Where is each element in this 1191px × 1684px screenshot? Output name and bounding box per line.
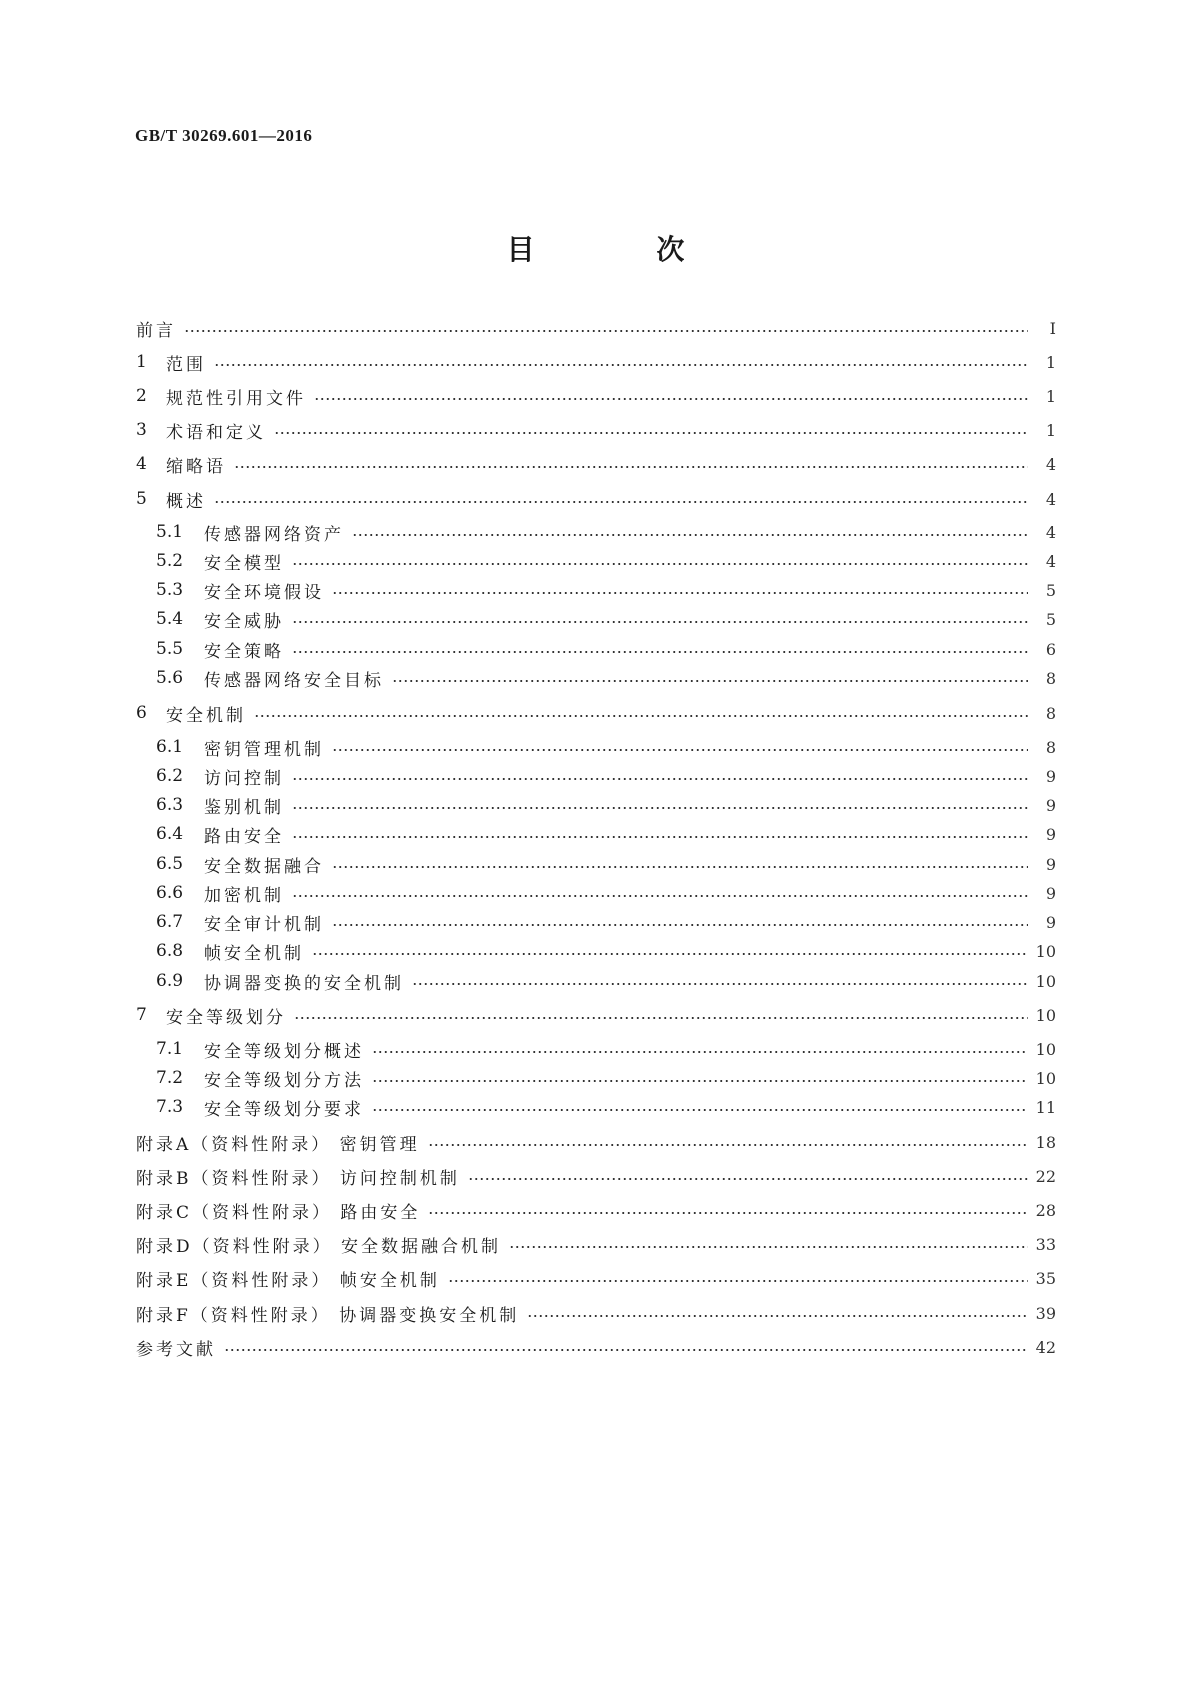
toc-leader-dots — [428, 1212, 1028, 1214]
toc-entry[interactable] — [156, 881, 1056, 905]
toc-entry-number: 5.6 — [156, 668, 184, 688]
toc-entry-page: 39 — [1035, 1303, 1056, 1323]
toc-entry-label: 安全等级划分方法 — [204, 1070, 364, 1091]
toc-entry-page: 9 — [1045, 824, 1056, 844]
toc-entry-page: 8 — [1045, 703, 1056, 723]
toc-leader-dots — [372, 1109, 1028, 1111]
toc-entry-label: 附录D（资料性附录） 安全数据融合机制 — [136, 1236, 502, 1257]
toc-entry[interactable] — [156, 666, 1056, 690]
toc-entry-number: 5.5 — [156, 639, 184, 659]
toc-entry-number: 6.7 — [156, 912, 184, 932]
toc-entry[interactable] — [156, 549, 1056, 573]
toc-entry-page: 4 — [1045, 489, 1056, 509]
toc-leader-dots — [292, 621, 1028, 623]
toc-entry-label: 缩略语 — [166, 456, 226, 477]
toc-entry[interactable] — [156, 969, 1056, 993]
toc-entry[interactable] — [136, 350, 1056, 374]
toc-leader-dots — [527, 1315, 1028, 1317]
toc-leader-dots — [314, 398, 1028, 400]
toc-entry-page: 10 — [1035, 1039, 1056, 1059]
toc-entry[interactable] — [156, 852, 1056, 876]
toc-entry[interactable] — [136, 1198, 1056, 1222]
toc-entry-label: 附录C（资料性附录） 路由安全 — [136, 1202, 421, 1223]
toc-entry-label: 范围 — [166, 354, 206, 375]
toc-entry-label: 附录F（资料性附录） 协调器变换安全机制 — [136, 1305, 520, 1326]
toc-leader-dots — [509, 1246, 1028, 1248]
toc-leader-dots — [332, 749, 1028, 751]
toc-entry[interactable] — [136, 316, 1056, 340]
toc-entry[interactable] — [156, 910, 1056, 934]
toc-entry-number: 4 — [136, 454, 147, 474]
toc-entry-label: 安全审计机制 — [204, 914, 324, 935]
toc-entry-number: 7 — [136, 1005, 147, 1025]
toc-entry[interactable] — [156, 735, 1056, 759]
toc-leader-dots — [184, 330, 1028, 332]
toc-entry[interactable] — [136, 384, 1056, 408]
toc-entry[interactable] — [136, 487, 1056, 511]
toc-entry-label: 安全威胁 — [204, 611, 284, 632]
toc-entry-label: 安全模型 — [204, 553, 284, 574]
toc-entry-page: 1 — [1045, 386, 1056, 406]
toc-entry-label: 规范性引用文件 — [166, 388, 306, 409]
toc-title: 目 次 — [506, 233, 741, 266]
toc-entry-number: 5.4 — [156, 609, 184, 629]
toc-entry-page: 9 — [1045, 912, 1056, 932]
toc-entry-page: 8 — [1045, 737, 1056, 757]
toc-leader-dots — [274, 432, 1028, 434]
toc-entry[interactable] — [156, 520, 1056, 544]
toc-leader-dots — [292, 836, 1028, 838]
toc-entry-number: 6.6 — [156, 883, 184, 903]
toc-entry-label: 安全数据融合 — [204, 856, 324, 877]
toc-leader-dots — [428, 1144, 1028, 1146]
toc-entry-number: 6.3 — [156, 795, 184, 815]
toc-entry-label: 加密机制 — [204, 885, 284, 906]
toc-entry-page: 1 — [1045, 352, 1056, 372]
toc-entry[interactable] — [136, 418, 1056, 442]
toc-entry-number: 3 — [136, 420, 147, 440]
toc-entry-page: 9 — [1045, 854, 1056, 874]
toc-entry-label: 附录B（资料性附录） 访问控制机制 — [136, 1168, 460, 1189]
toc-entry-page: 22 — [1035, 1166, 1056, 1186]
toc-entry-label: 传感器网络安全目标 — [204, 670, 384, 691]
toc-leader-dots — [224, 1349, 1028, 1351]
toc-leader-dots — [332, 592, 1028, 594]
toc-entry-label: 概述 — [166, 491, 206, 512]
toc-leader-dots — [292, 651, 1028, 653]
toc-entry-number: 7.2 — [156, 1068, 184, 1088]
toc-entry-label: 传感器网络资产 — [204, 524, 344, 545]
toc-entry-label: 附录E（资料性附录） 帧安全机制 — [136, 1270, 440, 1291]
toc-entry-page: 9 — [1045, 883, 1056, 903]
toc-entry-number: 5.3 — [156, 580, 184, 600]
toc-leader-dots — [214, 364, 1028, 366]
toc-entry-label: 术语和定义 — [166, 422, 266, 443]
toc-entry-page: 4 — [1045, 522, 1056, 542]
toc-entry-label: 协调器变换的安全机制 — [204, 973, 404, 994]
toc-entry[interactable] — [156, 939, 1056, 963]
toc-entry[interactable] — [156, 607, 1056, 631]
toc-entry-page: 10 — [1035, 971, 1056, 991]
toc-leader-dots — [372, 1051, 1028, 1053]
toc-entry-page: 10 — [1035, 941, 1056, 961]
toc-leader-dots — [292, 807, 1028, 809]
toc-leader-dots — [448, 1280, 1028, 1282]
toc-leader-dots — [392, 680, 1028, 682]
toc-entry-number: 5 — [136, 489, 147, 509]
toc-entry-number: 6.2 — [156, 766, 184, 786]
toc-entry-page: 5 — [1045, 609, 1056, 629]
toc-entry-number: 1 — [136, 352, 147, 372]
toc-leader-dots — [468, 1178, 1028, 1180]
toc-entry-number: 6.4 — [156, 824, 184, 844]
toc-entry-label: 安全环境假设 — [204, 582, 324, 603]
toc-entry-page: 18 — [1035, 1132, 1056, 1152]
toc-entry[interactable] — [136, 1130, 1056, 1154]
toc-entry-label: 附录A（资料性附录） 密钥管理 — [136, 1134, 420, 1155]
toc-entry-page: 6 — [1045, 639, 1056, 659]
toc-entry[interactable] — [136, 701, 1056, 725]
toc-entry-label: 访问控制 — [204, 768, 284, 789]
toc-entry[interactable] — [156, 822, 1056, 846]
toc-entry-label: 鉴别机制 — [204, 797, 284, 818]
toc-entry-label: 密钥管理机制 — [204, 739, 324, 760]
toc-entry-page: 33 — [1035, 1234, 1056, 1254]
toc-entry-number: 6 — [136, 703, 147, 723]
toc-entry-number: 5.1 — [156, 522, 184, 542]
toc-entry[interactable] — [156, 637, 1056, 661]
toc-leader-dots — [292, 778, 1028, 780]
toc-leader-dots — [214, 501, 1028, 503]
toc-entry-page: 10 — [1035, 1005, 1056, 1025]
toc-entry[interactable] — [156, 764, 1056, 788]
toc-entry-number: 6.5 — [156, 854, 184, 874]
toc-entry-label: 前言 — [136, 320, 176, 341]
toc-entry-number: 6.9 — [156, 971, 184, 991]
toc-entry-number: 2 — [136, 386, 147, 406]
toc-entry[interactable] — [156, 1095, 1056, 1119]
toc-entry-page: 1 — [1045, 420, 1056, 440]
toc-entry-number: 7.1 — [156, 1039, 184, 1059]
document-code: GB/T 30269.601—2016 — [135, 126, 313, 145]
toc-entry[interactable] — [136, 1232, 1056, 1256]
toc-entry[interactable] — [136, 1301, 1056, 1325]
toc-entry[interactable] — [156, 1037, 1056, 1061]
toc-entry-page: 9 — [1045, 795, 1056, 815]
toc-entry-page: 28 — [1035, 1200, 1056, 1220]
toc-entry-number: 6.8 — [156, 941, 184, 961]
toc-entry[interactable] — [136, 1266, 1056, 1290]
toc-entry[interactable] — [136, 1164, 1056, 1188]
toc-entry-label: 参考文献 — [136, 1339, 216, 1360]
toc-leader-dots — [372, 1080, 1028, 1082]
toc-entry-page: 42 — [1035, 1337, 1056, 1357]
toc-entry-page: 9 — [1045, 766, 1056, 786]
toc-entry-label: 安全策略 — [204, 641, 284, 662]
toc-entry-page: 4 — [1045, 551, 1056, 571]
toc-leader-dots — [412, 983, 1028, 985]
toc-entry-number: 5.2 — [156, 551, 184, 571]
toc-entry[interactable] — [156, 1066, 1056, 1090]
toc-entry-label: 安全等级划分概述 — [204, 1041, 364, 1062]
toc-entry[interactable] — [156, 578, 1056, 602]
toc-leader-dots — [332, 866, 1028, 868]
toc-leader-dots — [292, 563, 1028, 565]
toc-entry-page: 11 — [1035, 1097, 1056, 1117]
toc-entry[interactable] — [136, 1335, 1056, 1359]
toc-leader-dots — [312, 953, 1028, 955]
toc-leader-dots — [352, 534, 1028, 536]
toc-entry[interactable] — [156, 793, 1056, 817]
toc-entry-label: 路由安全 — [204, 826, 284, 847]
toc-entry-page: 5 — [1045, 580, 1056, 600]
toc-entry-label: 帧安全机制 — [204, 943, 304, 964]
toc-entry[interactable] — [136, 1003, 1056, 1027]
toc-entry-page: 10 — [1035, 1068, 1056, 1088]
toc-entry-page: 4 — [1045, 454, 1056, 474]
toc-entry[interactable] — [136, 452, 1056, 476]
toc-entry-page: 8 — [1045, 668, 1056, 688]
toc-leader-dots — [292, 895, 1028, 897]
toc-leader-dots — [234, 466, 1028, 468]
toc-entry-number: 6.1 — [156, 737, 184, 757]
toc-leader-dots — [294, 1017, 1028, 1019]
toc-entry-label: 安全等级划分 — [166, 1007, 286, 1028]
toc-leader-dots — [254, 715, 1028, 717]
toc-entry-page: 35 — [1035, 1268, 1056, 1288]
toc-entry-label: 安全等级划分要求 — [204, 1099, 364, 1120]
toc-entry-number: 7.3 — [156, 1097, 184, 1117]
toc-leader-dots — [332, 924, 1028, 926]
toc-entry-page: Ⅰ — [1049, 318, 1056, 338]
toc-entry-label: 安全机制 — [166, 705, 246, 726]
